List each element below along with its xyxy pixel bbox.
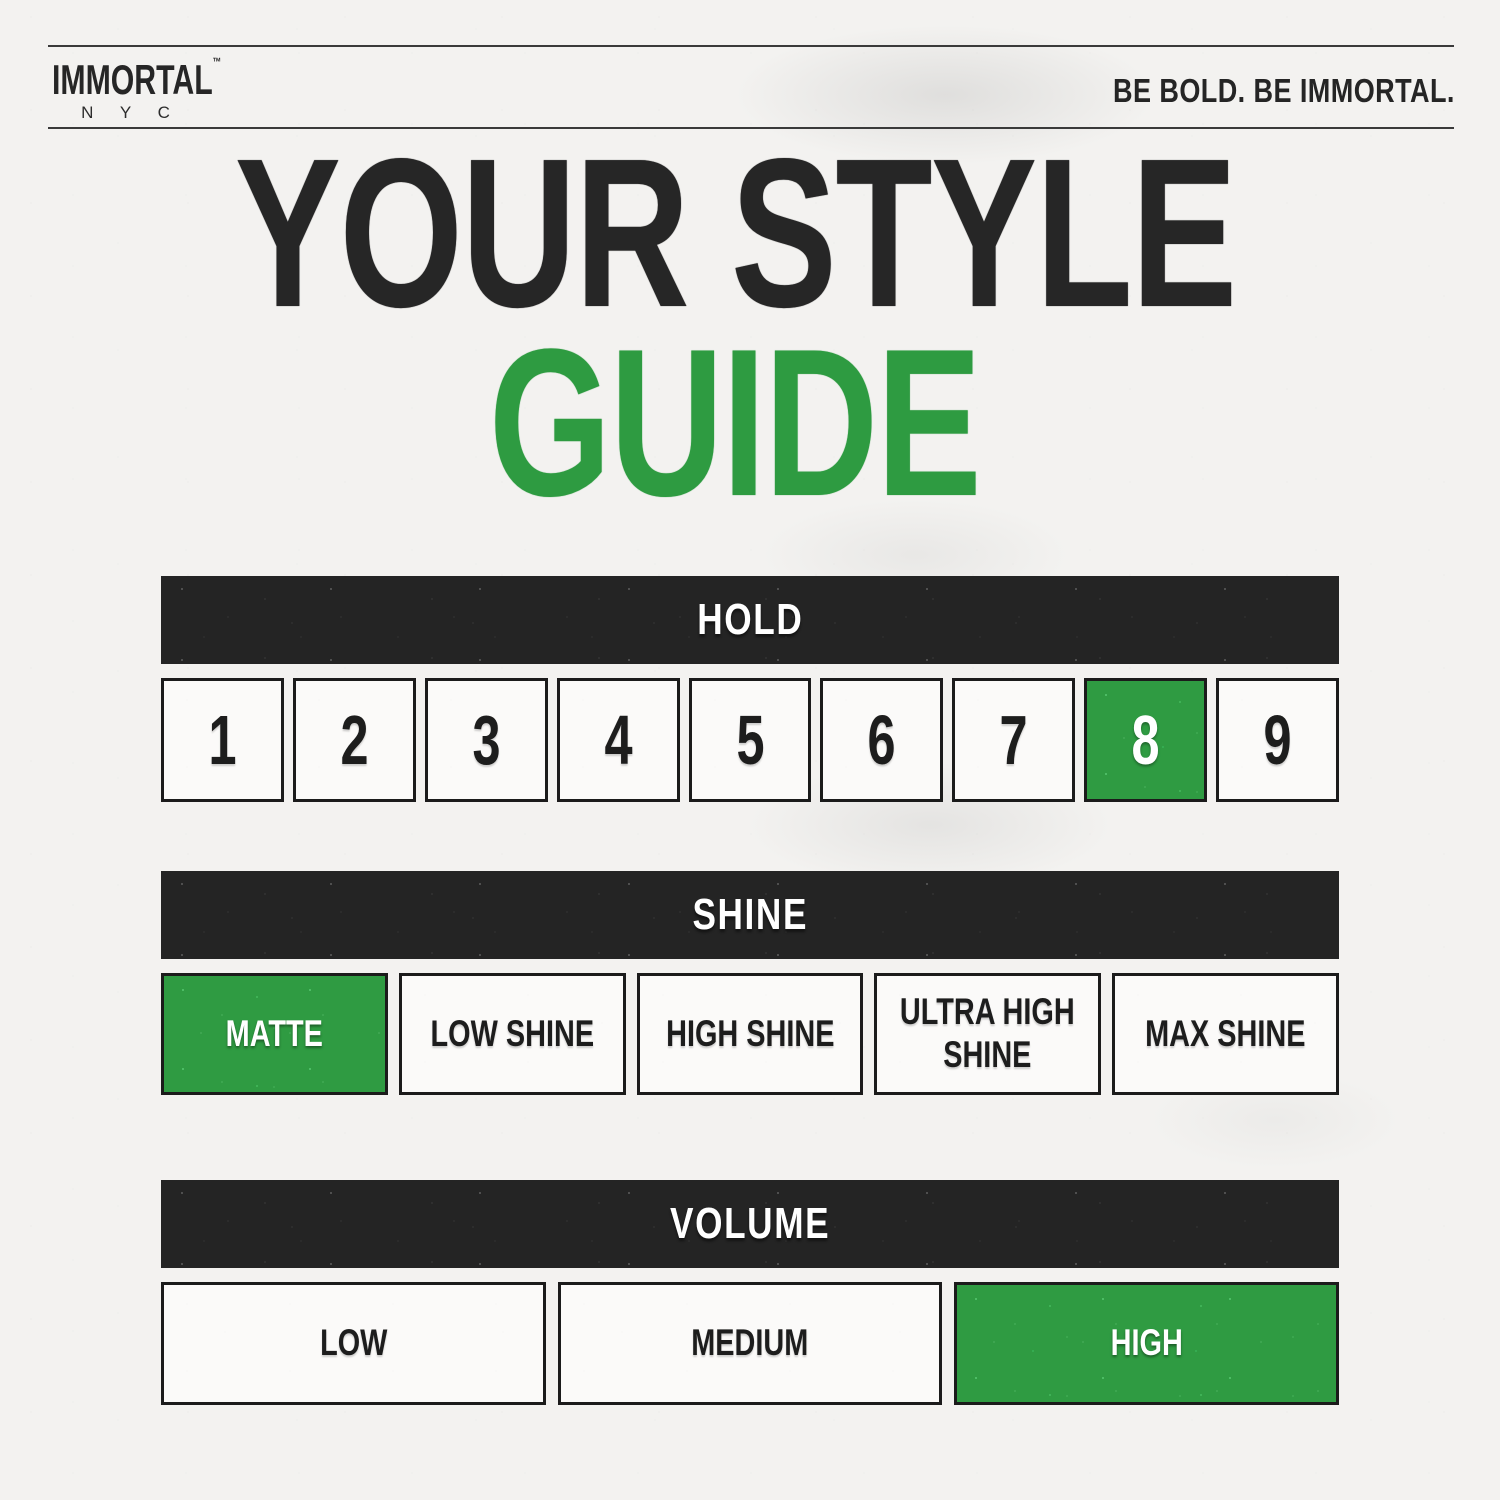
logo-text: IMMORTAL — [52, 56, 213, 103]
volume-option-high-selected: HIGH — [954, 1282, 1339, 1405]
brand-tagline: BE BOLD. BE IMMORTAL. — [1113, 72, 1455, 109]
logo-city: N Y C — [81, 103, 181, 122]
page-title-line-2: GUIDE — [489, 305, 981, 540]
hold-option-3: 3 — [425, 678, 548, 802]
hold-header-bar — [161, 576, 1339, 664]
volume-option-medium: MEDIUM — [558, 1282, 943, 1405]
hold-option-8-selected: 8 — [1084, 678, 1207, 802]
volume-options-row — [161, 1282, 1339, 1405]
hold-section — [161, 576, 1339, 802]
shine-option-high-shine: HIGH SHINE — [637, 973, 864, 1095]
trademark-symbol: ™ — [212, 55, 222, 69]
shine-option-ultra-high-shine: ULTRA HIGH SHINE — [874, 973, 1101, 1095]
shine-section-title: SHINE — [692, 890, 808, 939]
hold-option-6: 6 — [820, 678, 943, 802]
hold-option-1: 1 — [161, 678, 284, 802]
volume-section — [161, 1180, 1339, 1405]
page-title-line-1: YOUR STYLE — [234, 114, 1236, 351]
shine-options-row — [161, 973, 1339, 1095]
hold-option-2: 2 — [293, 678, 416, 802]
volume-section-title: VOLUME — [669, 1199, 831, 1248]
hold-scale-row — [161, 678, 1339, 802]
shine-option-low-shine: LOW SHINE — [399, 973, 626, 1095]
hold-option-4: 4 — [557, 678, 680, 802]
hold-section-title: HOLD — [696, 595, 804, 644]
hold-option-7: 7 — [952, 678, 1075, 802]
volume-header-bar — [161, 1180, 1339, 1268]
volume-option-low: LOW — [161, 1282, 546, 1405]
hold-option-5: 5 — [689, 678, 812, 802]
shine-header-bar — [161, 871, 1339, 959]
shine-section — [161, 871, 1339, 1095]
header-top-rule — [48, 45, 1454, 47]
shine-option-max-shine: MAX SHINE — [1112, 973, 1339, 1095]
brand-logo — [52, 56, 222, 123]
logo-wordmark — [52, 55, 222, 103]
hold-option-9: 9 — [1216, 678, 1339, 802]
shine-option-matte-selected: MATTE — [161, 973, 388, 1095]
